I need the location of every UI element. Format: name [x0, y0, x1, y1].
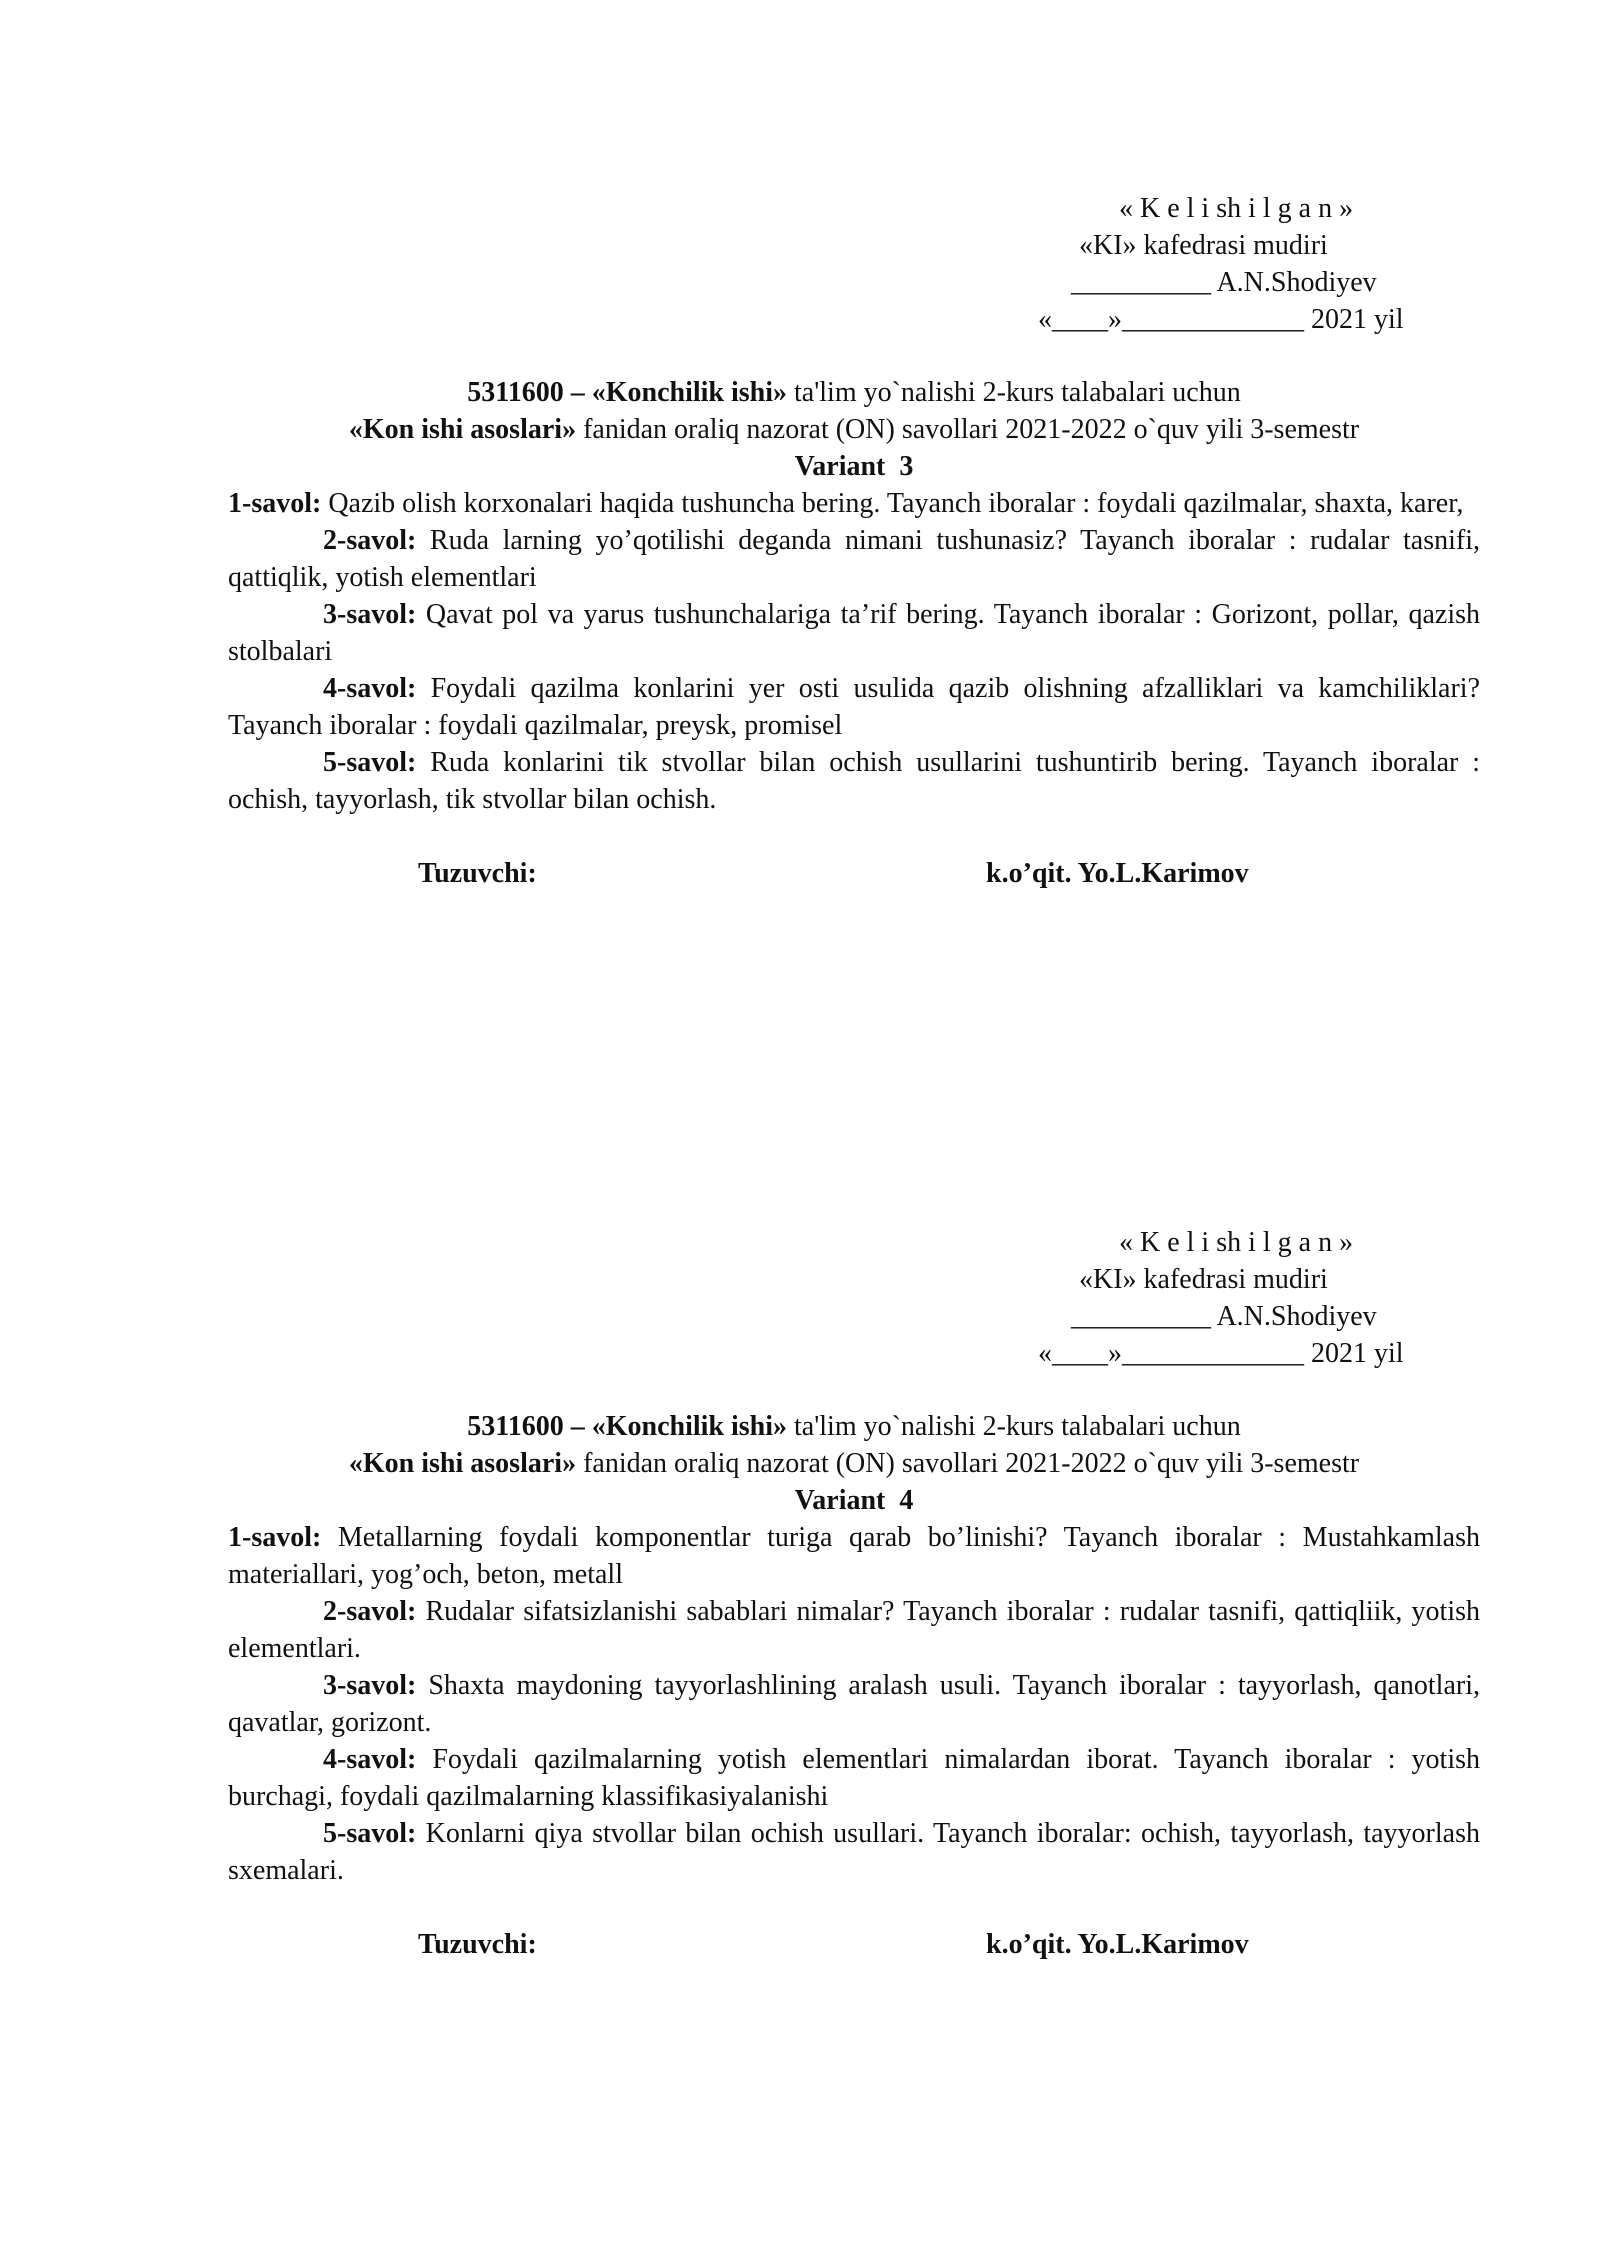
question-item — [228, 522, 1480, 596]
compiler-name: k.o’qit. Yo.L.Karimov — [986, 858, 1249, 889]
approval-date-line: «____»_____________ 2021 yil — [1038, 1338, 1404, 1369]
specialty-code: 5311600 – «Konchilik ishi» — [467, 1411, 788, 1442]
subject-name: «Kon ishi asoslari» — [348, 414, 577, 445]
question-label: 3-savol: — [323, 1670, 417, 1701]
question-text: Foydali qazilma konlarini yer osti usulida qazib olishning afzalliklari va kamchiliklari? Tayanch iboralar : foydali qazilmalar, preysk, promisel — [228, 673, 1480, 741]
specialty-code: 5311600 – «Konchilik ishi» — [467, 377, 788, 408]
question-item — [228, 670, 1480, 744]
question-label: 3-savol: — [323, 599, 417, 630]
approver-role: «KI» kafedrasi mudiri — [1079, 1264, 1328, 1295]
question-item — [228, 1741, 1480, 1815]
heading-line-2 — [228, 1445, 1480, 1482]
question-item — [228, 485, 1480, 522]
question-text: Foydali qazilmalarning yotish elementlari nimalardan iborat. Tayanch iboralar : yotish burchagi, foydali qazilmalarning klassifikasiyalanishi — [228, 1744, 1480, 1812]
compiler-role: Tuzuvchi: — [418, 858, 537, 889]
question-text: Qazib olish korxonalari haqida tushuncha bering. Tayanch iboralar : foydali qazilmalar, shaxta, karer, — [321, 488, 1464, 519]
question-item — [228, 744, 1480, 818]
question-label: 2-savol: — [323, 525, 417, 556]
approver-signature-line: __________ A.N.Shodiyev — [1071, 1301, 1377, 1332]
question-label: 1-savol: — [228, 1522, 322, 1553]
heading-line-2-text: fanidan oraliq nazorat (ON) savollari 2021-2022 o`quv yili 3-semestr — [576, 414, 1360, 445]
exam-sheet-variant-4 — [228, 1224, 1480, 1963]
heading-line-2 — [228, 411, 1480, 448]
heading-line-2-text: fanidan oraliq nazorat (ON) savollari 2021-2022 o`quv yili 3-semestr — [576, 1448, 1360, 1479]
question-label: 5-savol: — [323, 747, 417, 778]
question-label: 4-savol: — [323, 1744, 417, 1775]
heading-line-1 — [228, 1408, 1480, 1445]
question-item — [228, 1593, 1480, 1667]
approval-date-line: «____»_____________ 2021 yil — [1038, 304, 1404, 335]
question-text: Konlarni qiya stvollar bilan ochish usullari. Tayanch iboralar: ochish, tayyorlash, tayyorlash sxemalari. — [228, 1818, 1480, 1886]
document-heading — [228, 1408, 1480, 1482]
heading-line-1-text: ta'lim yo`nalishi 2-kurs talabalari uchun — [787, 1411, 1241, 1442]
approval-stamp — [228, 190, 1480, 338]
heading-line-1 — [228, 374, 1480, 411]
exam-sheet-variant-3 — [228, 190, 1480, 892]
question-text: Ruda larning yo’qotilishi deganda nimani tushunasiz? Tayanch iboralar : rudalar tasnifi, qattiqlik, yotish elementlari — [228, 525, 1480, 593]
variant-title: Variant 4 — [794, 1485, 914, 1516]
question-text: Metallarning foydali komponentlar turiga qarab bo’linishi? Tayanch iboralar : Mustahkamlash materiallari, yog’och, beton, metall — [228, 1522, 1480, 1590]
approver-role: «KI» kafedrasi mudiri — [1079, 230, 1328, 261]
approval-stamp — [228, 1224, 1480, 1372]
approval-title: « K e l i sh i l g a n » — [1119, 1227, 1354, 1258]
question-item — [228, 596, 1480, 670]
question-item — [228, 1519, 1480, 1593]
question-label: 2-savol: — [323, 1596, 417, 1627]
question-label: 5-savol: — [323, 1818, 417, 1849]
document-heading — [228, 374, 1480, 448]
question-label: 1-savol: — [228, 488, 322, 519]
question-item — [228, 1667, 1480, 1741]
compiler-signature — [228, 855, 1480, 892]
question-text: Ruda konlarini tik stvollar bilan ochish usullarini tushuntirib bering. Tayanch iboralar : ochish, tayyorlash, tik stvollar bilan ochish. — [228, 747, 1480, 815]
subject-name: «Kon ishi asoslari» — [348, 1448, 577, 1479]
question-text: Rudalar sifatsizlanishi sabablari nimalar? Tayanch iboralar : rudalar tasnifi, qattiqliik, yotish elementlari. — [228, 1596, 1480, 1664]
question-text: Qavat pol va yarus tushunchalariga ta’rif bering. Tayanch iboralar : Gorizont, pollar, qazish stolbalari — [228, 599, 1480, 667]
approver-signature-line: __________ A.N.Shodiyev — [1071, 267, 1377, 298]
compiler-signature — [228, 1926, 1480, 1963]
question-item — [228, 1815, 1480, 1889]
variant-title: Variant 3 — [794, 451, 914, 482]
heading-line-1-text: ta'lim yo`nalishi 2-kurs talabalari uchun — [787, 377, 1241, 408]
compiler-name: k.o’qit. Yo.L.Karimov — [986, 1929, 1249, 1960]
question-text: Shaxta maydoning tayyorlashlining aralash usuli. Tayanch iboralar : tayyorlash, qanotlari, qavatlar, gorizont. — [228, 1670, 1480, 1738]
approval-title: « K e l i sh i l g a n » — [1119, 193, 1354, 224]
question-label: 4-savol: — [323, 673, 417, 704]
compiler-role: Tuzuvchi: — [418, 1929, 537, 1960]
